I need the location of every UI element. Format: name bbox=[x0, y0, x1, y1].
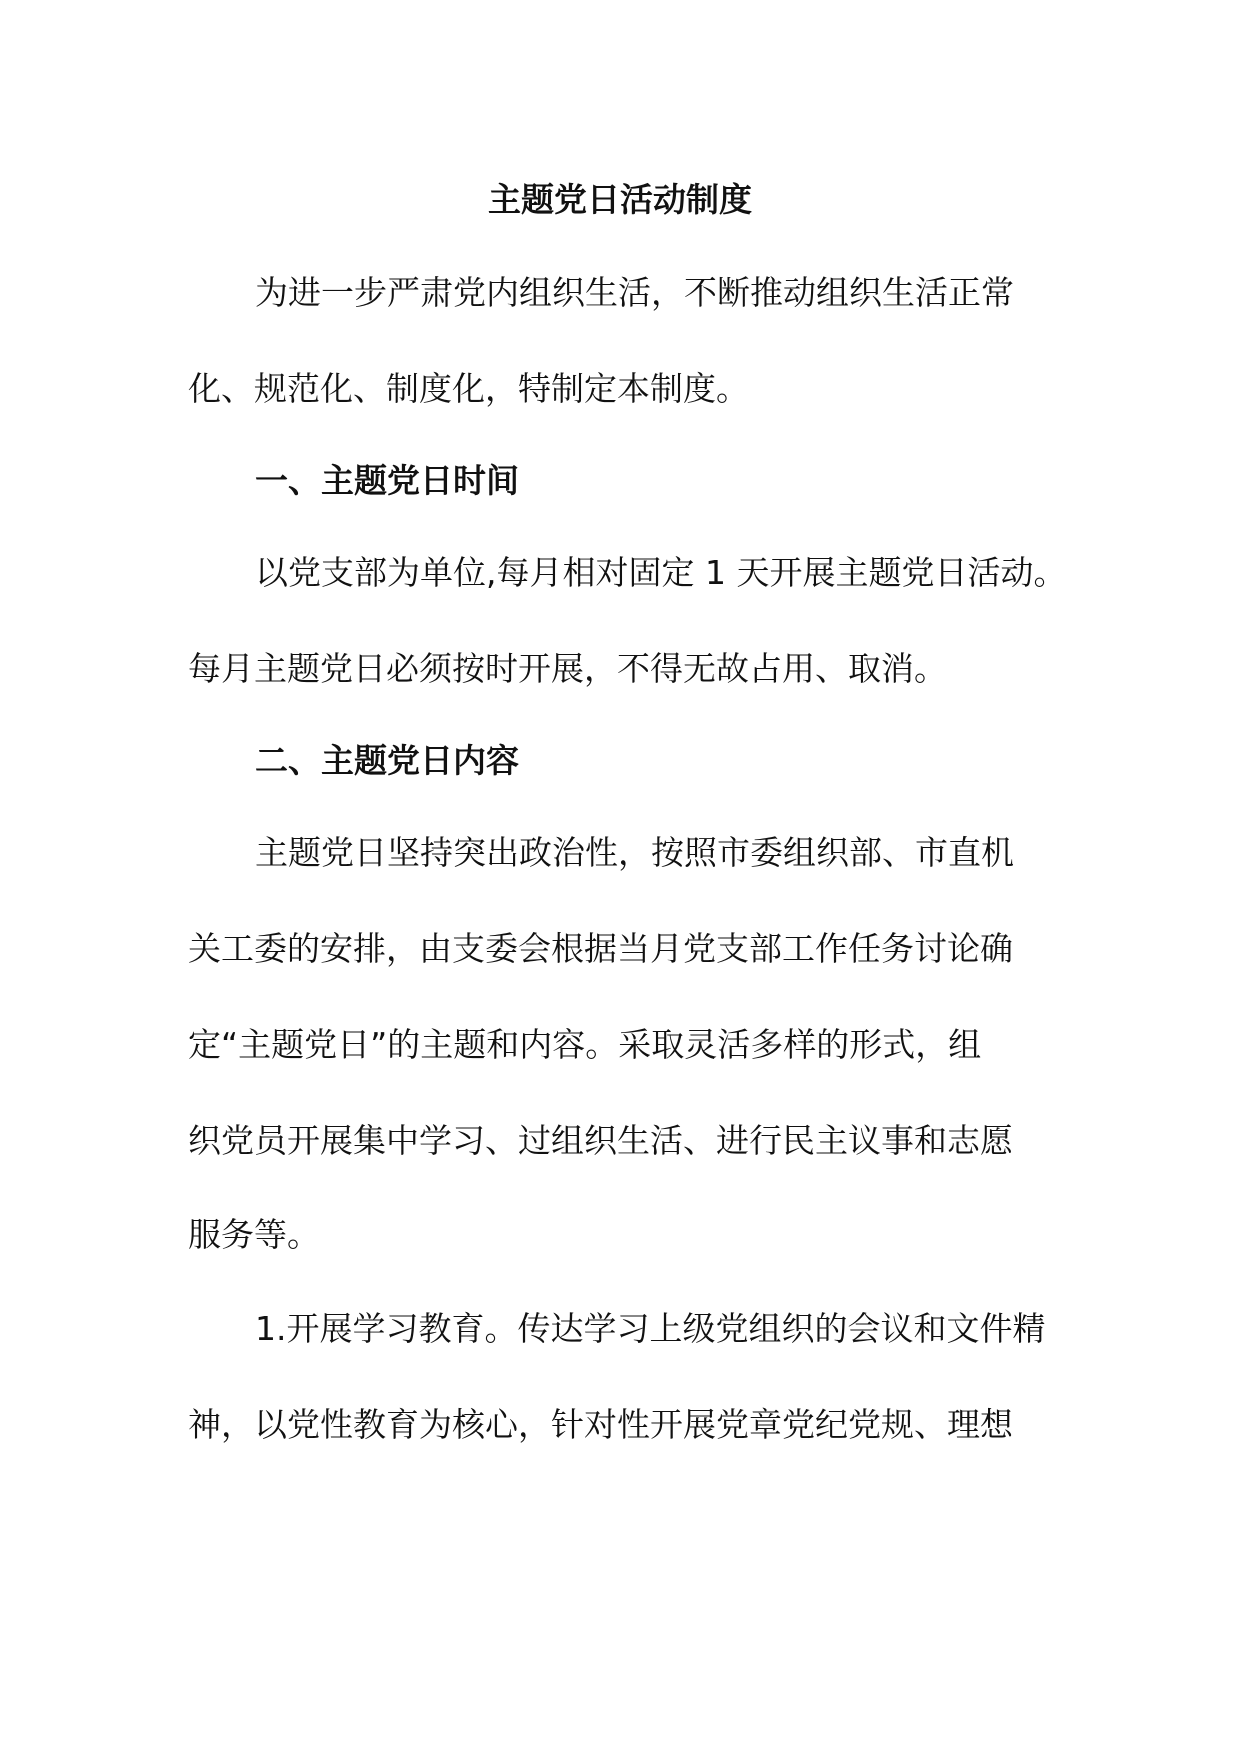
paragraph-line: 关工委的安排，由支委会根据当月党支部工作任务讨论确 bbox=[188, 929, 1013, 968]
document-title: 主题党日活动制度 bbox=[488, 180, 752, 219]
paragraph-line: 织党员开展集中学习、过组织生活、进行民主议事和志愿 bbox=[188, 1121, 1013, 1160]
paragraph-line: 化、规范化、制度化，特制定本制度。 bbox=[188, 369, 749, 408]
paragraph-line: 主题党日坚持突出政治性，按照市委组织部、市直机 bbox=[255, 833, 1014, 872]
paragraph-line: 以党支部为单位,每月相对固定 1 天开展主题党日活动。 bbox=[255, 553, 1067, 592]
section-heading: 二、主题党日内容 bbox=[255, 741, 519, 780]
paragraph-line: 定“主题党日”的主题和内容。采取灵活多样的形式，组 bbox=[188, 1025, 982, 1064]
section-heading: 一、主题党日时间 bbox=[255, 461, 519, 500]
paragraph-line: 为进一步严肃党内组织生活，不断推动组织生活正常 bbox=[255, 273, 1014, 312]
paragraph-line: 神，以党性教育为核心，针对性开展党章党纪党规、理想 bbox=[188, 1405, 1013, 1444]
paragraph-line: 服务等。 bbox=[188, 1215, 320, 1254]
paragraph-line: 每月主题党日必须按时开展，不得无故占用、取消。 bbox=[188, 649, 947, 688]
paragraph-line: 1.开展学习教育。传达学习上级党组织的会议和文件精 bbox=[255, 1309, 1046, 1348]
